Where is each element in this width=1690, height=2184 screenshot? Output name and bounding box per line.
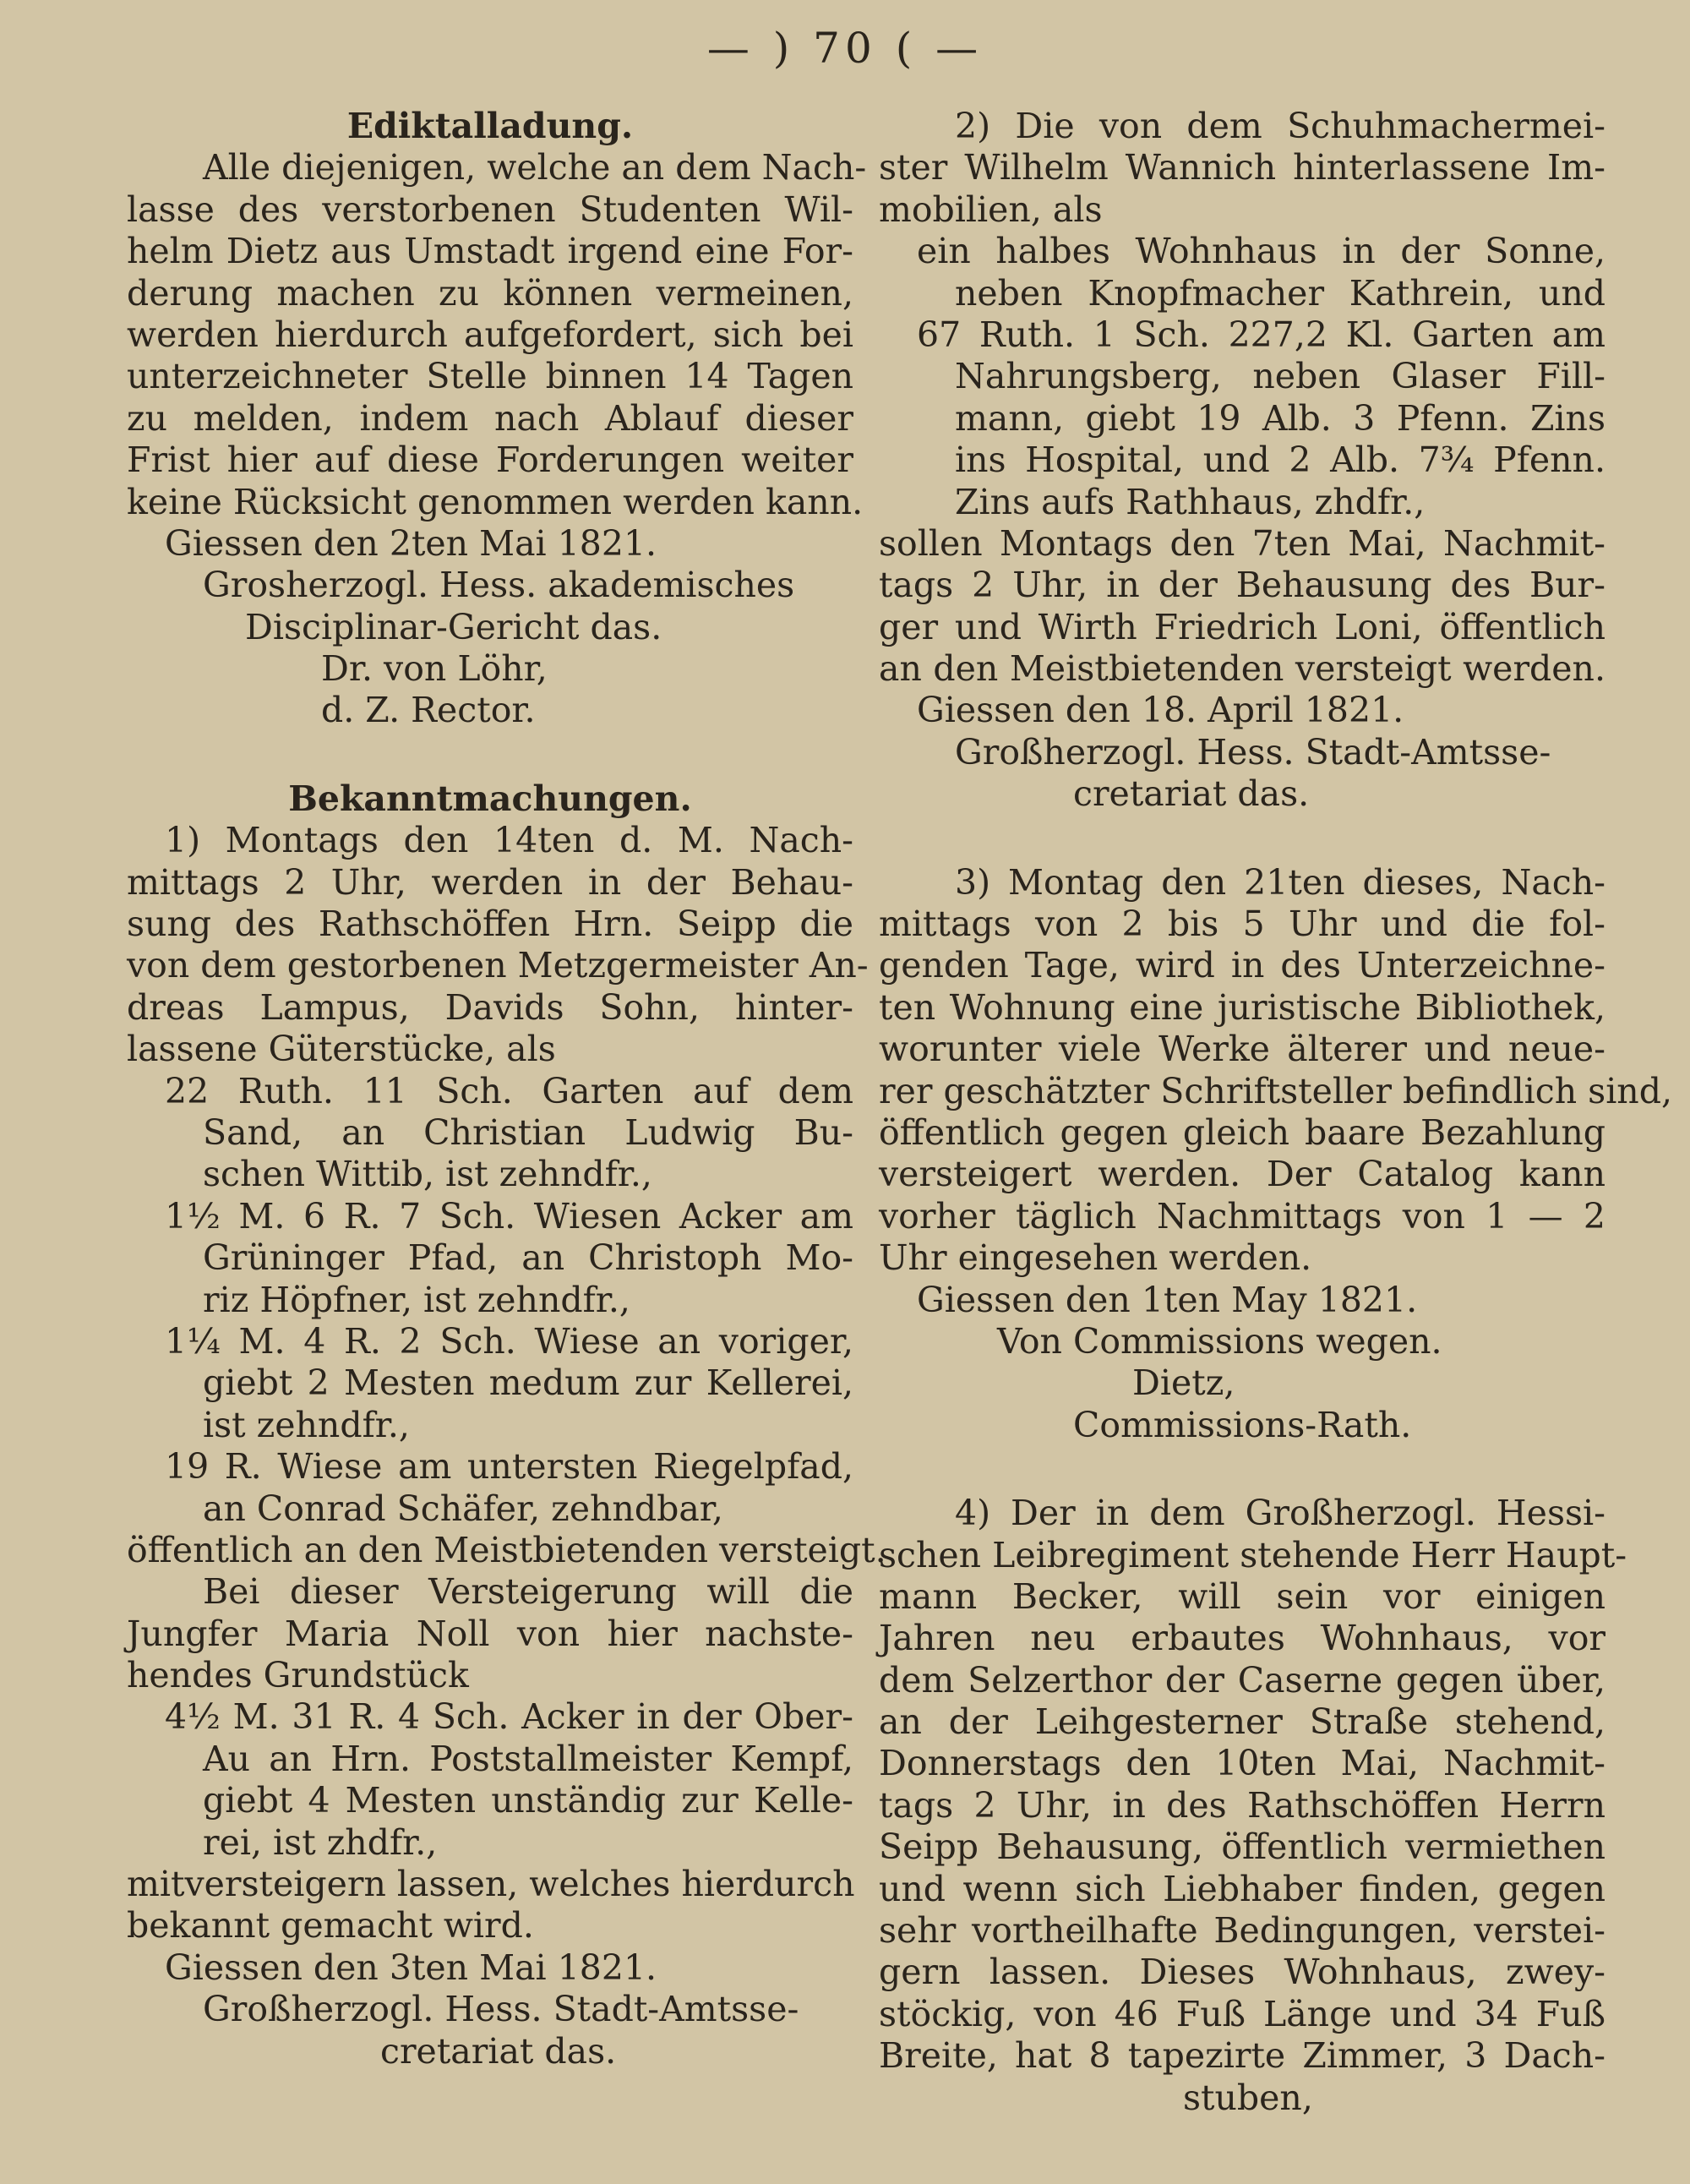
text-line: Dr. von Löhr,: [321, 648, 548, 690]
text-line: an der Leihgesterner Straße stehend,: [879, 1701, 1606, 1743]
text-line: Giessen den 1ten May 1821.: [917, 1279, 1418, 1320]
text-line: Bekanntmachungen.: [288, 778, 692, 819]
text-line: Giessen den 18. April 1821.: [917, 690, 1404, 731]
text-line: Breite, hat 8 tapezirte Zimmer, 3 Dach-: [879, 2035, 1606, 2077]
text-line: giebt 4 Mesten unständig zur Kelle-: [203, 1780, 853, 1821]
text-line: Grosherzogl. Hess. akademisches: [203, 565, 795, 606]
text-line: Giessen den 2ten Mai 1821.: [165, 522, 657, 564]
right-column: [879, 106, 1672, 2119]
text-line: Seipp Behausung, öffentlich vermiethen: [879, 1826, 1606, 1868]
text-line: Alle diejenigen, welche an dem Nach-: [203, 147, 867, 188]
text-line: schen Leibregiment stehende Herr Haupt-: [879, 1534, 1627, 1575]
text-line: dreas Lampus, Davids Sohn, hinter-: [127, 986, 853, 1028]
text-line: ster Wilhelm Wannich hinterlassene Im-: [879, 147, 1606, 188]
text-line: schen Wittib, ist zehndfr.,: [203, 1154, 652, 1195]
text-line: ten Wohnung eine juristische Bibliothek,: [879, 986, 1606, 1028]
text-line: Zins aufs Rathhaus, zhdfr.,: [955, 481, 1426, 522]
text-line: Jungfer Maria Noll von hier nachste-: [127, 1613, 853, 1654]
text-line: 67 Ruth. 1 Sch. 227,2 Kl. Garten am: [917, 314, 1606, 355]
text-line: Sand, an Christian Ludwig Bu-: [203, 1111, 853, 1153]
text-line: Uhr eingesehen werden.: [879, 1237, 1312, 1279]
text-line: mann, giebt 19 Alb. 3 Pfenn. Zins: [955, 397, 1606, 439]
text-line: Au an Hrn. Poststallmeister Kempf,: [203, 1738, 853, 1779]
text-line: zu melden, indem nach Ablauf dieser: [127, 397, 853, 439]
text-line: sung des Rathschöffen Hrn. Seipp die: [127, 904, 853, 945]
text-line: werden hierdurch aufgefordert, sich bei: [127, 314, 853, 355]
text-line: d. Z. Rector.: [321, 690, 536, 731]
text-line: lassene Güterstücke, als: [127, 1029, 556, 1070]
text-line: rer geschätzter Schriftsteller befindlich sind,: [879, 1070, 1672, 1111]
text-line: Dietz,: [1132, 1362, 1235, 1404]
text-line: 4½ M. 31 R. 4 Sch. Acker in der Ober-: [165, 1696, 853, 1738]
text-line: Donnerstags den 10ten Mai, Nachmit-: [879, 1743, 1606, 1784]
text-line: 22 Ruth. 11 Sch. Garten auf dem: [165, 1070, 853, 1111]
text-line: 4) Der in dem Großherzogl. Hessi-: [955, 1493, 1606, 1534]
text-line: hendes Grundstück: [127, 1655, 469, 1696]
section-gap: [127, 732, 853, 778]
text-line: lasse des verstorbenen Studenten Wil-: [127, 188, 853, 230]
section-gap: [879, 816, 1606, 862]
text-line: ist zehndfr.,: [203, 1404, 410, 1445]
text-line: öffentlich gegen gleich baare Bezahlung: [879, 1111, 1606, 1153]
text-line: sehr vortheilhafte Bedingungen, verstei-: [879, 1910, 1606, 1952]
text-line: bekannt gemacht wird.: [127, 1905, 534, 1946]
text-line: Nahrungsberg, neben Glaser Fill-: [955, 356, 1606, 397]
text-line: Giessen den 3ten Mai 1821.: [165, 1946, 657, 1988]
text-line: cretariat das.: [1073, 773, 1310, 815]
text-line: und wenn sich Liebhaber finden, gegen: [879, 1868, 1606, 1909]
text-line: mittags 2 Uhr, werden in der Behau-: [127, 861, 853, 903]
text-line: an den Meistbietenden versteigt werden.: [879, 648, 1606, 690]
text-line: öffentlich an den Meistbietenden versteigt.: [127, 1529, 886, 1570]
text-line: Commissions-Rath.: [1073, 1404, 1412, 1445]
text-line: Jahren neu erbautes Wohnhaus, vor: [879, 1618, 1606, 1659]
text-line: vorher täglich Nachmittags von 1 — 2: [879, 1195, 1606, 1237]
text-line: Grüninger Pfad, an Christoph Mo-: [203, 1237, 853, 1279]
text-line: neben Knopfmacher Kathrein, und: [955, 272, 1606, 314]
text-line: keine Rücksicht genommen werden kann.: [127, 481, 864, 522]
text-line: Frist hier auf diese Forderungen weiter: [127, 440, 853, 481]
text-line: unterzeichneter Stelle binnen 14 Tagen: [127, 356, 853, 397]
text-line: stöckig, von 46 Fuß Länge und 34 Fuß: [879, 1993, 1606, 2034]
text-line: ins Hospital, und 2 Alb. 7¾ Pfenn.: [955, 440, 1606, 481]
text-line: Bei dieser Versteigerung will die: [203, 1571, 853, 1613]
text-line: mann Becker, will sein vor einigen: [879, 1575, 1606, 1617]
text-line: 3) Montag den 21ten dieses, Nach-: [955, 861, 1606, 903]
text-line: versteigert werden. Der Catalog kann: [879, 1154, 1606, 1195]
page-number-header: — ) 70 ( —: [706, 24, 984, 73]
text-line: 1¼ M. 4 R. 2 Sch. Wiese an voriger,: [165, 1320, 853, 1362]
text-line: stuben,: [1183, 2077, 1313, 2118]
text-line: Großherzogl. Hess. Stadt-Amtsse-: [203, 1989, 799, 2030]
text-line: genden Tage, wird in des Unterzeichne-: [879, 945, 1606, 986]
text-line: 1½ M. 6 R. 7 Sch. Wiesen Acker am: [165, 1195, 853, 1237]
text-line: cretariat das.: [380, 2030, 617, 2072]
text-line: giebt 2 Mesten medum zur Kellerei,: [203, 1362, 853, 1404]
text-line: 19 R. Wiese am untersten Riegelpfad,: [165, 1446, 853, 1488]
text-line: Von Commissions wegen.: [997, 1320, 1442, 1362]
text-line: derung machen zu können vermeinen,: [127, 272, 853, 314]
text-line: 2) Die von dem Schuhmachermei-: [955, 106, 1606, 146]
text-line: dem Selzerthor der Caserne gegen über,: [879, 1659, 1606, 1701]
text-line: Disciplinar-Gericht das.: [245, 606, 662, 647]
text-line: helm Dietz aus Umstadt irgend eine For-: [127, 231, 853, 272]
text-line: sollen Montags den 7ten Mai, Nachmit-: [879, 522, 1606, 564]
text-line: gern lassen. Dieses Wohnhaus, zwey-: [879, 1952, 1606, 1993]
text-line: riz Höpfner, ist zehndfr.,: [203, 1279, 630, 1320]
text-line: Großherzogl. Hess. Stadt-Amtsse-: [955, 731, 1551, 773]
text-line: tags 2 Uhr, in der Behausung des Bur-: [879, 565, 1606, 606]
text-line: ger und Wirth Friedrich Loni, öffentlich: [879, 606, 1606, 647]
text-line: rei, ist zhdfr.,: [203, 1821, 438, 1863]
text-line: mittags von 2 bis 5 Uhr und die fol-: [879, 904, 1606, 945]
left-column: [127, 106, 886, 2072]
text-line: ein halbes Wohnhaus in der Sonne,: [917, 231, 1606, 272]
section-gap: [879, 1446, 1606, 1493]
text-line: an Conrad Schäfer, zehndbar,: [203, 1488, 723, 1529]
text-line: mitversteigern lassen, welches hierdurch: [127, 1864, 855, 1905]
text-line: 1) Montags den 14ten d. M. Nach-: [165, 820, 853, 861]
text-line: von dem gestorbenen Metzgermeister An-: [127, 945, 869, 986]
text-line: worunter viele Werke älterer und neue-: [879, 1029, 1606, 1070]
text-line: mobilien, als: [879, 188, 1103, 230]
text-line: Ediktalladung.: [346, 106, 634, 146]
text-line: tags 2 Uhr, in des Rathschöffen Herrn: [879, 1784, 1606, 1826]
